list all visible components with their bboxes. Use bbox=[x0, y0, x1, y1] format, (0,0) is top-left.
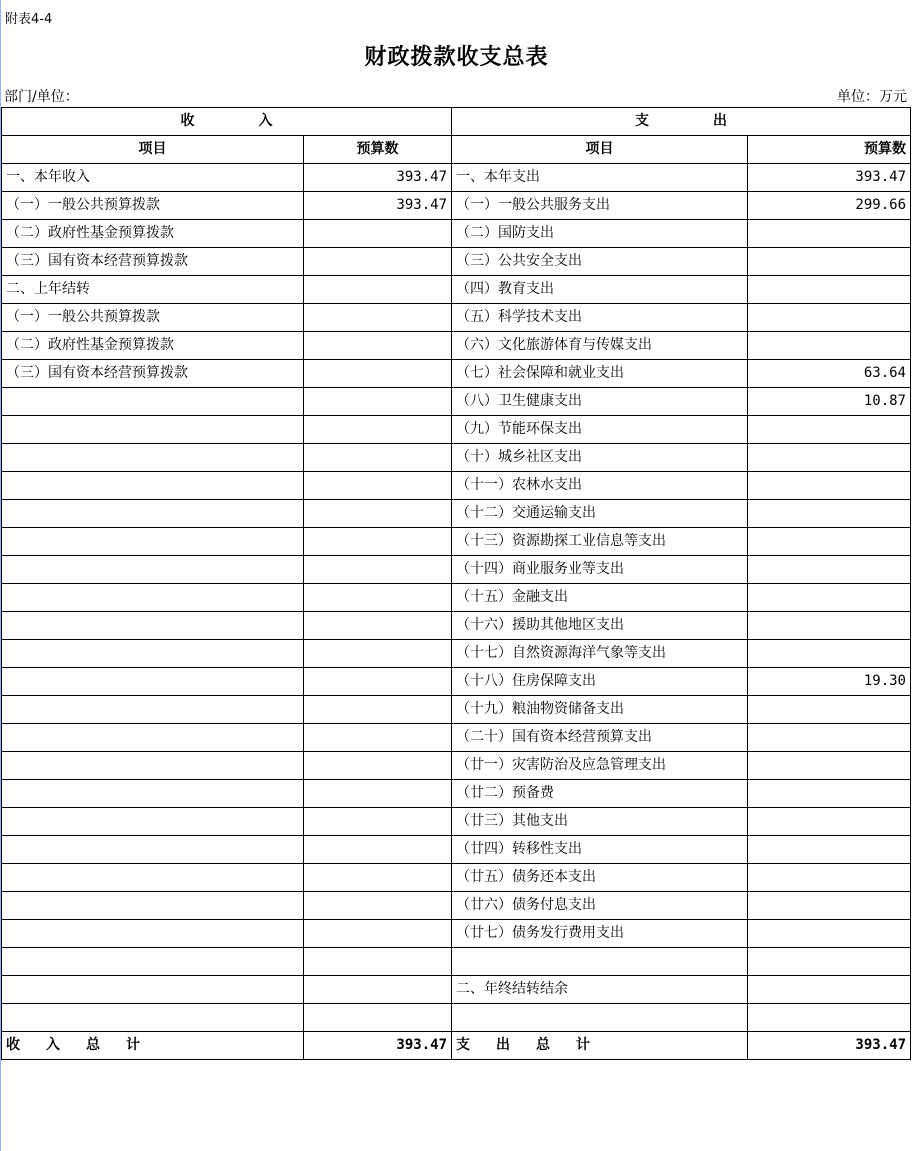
table-row bbox=[2, 976, 911, 1004]
expense-value-cell bbox=[748, 416, 911, 444]
income-value-cell bbox=[304, 808, 452, 836]
expense-value-cell bbox=[748, 948, 911, 976]
table-row bbox=[2, 780, 911, 808]
income-item-cell: （一）一般公共预算拨款 bbox=[2, 304, 304, 332]
table-row bbox=[2, 864, 911, 892]
expense-value-cell bbox=[748, 724, 911, 752]
income-item-cell bbox=[2, 528, 304, 556]
income-item-cell: 一、本年收入 bbox=[2, 164, 304, 192]
table-row bbox=[2, 752, 911, 780]
income-item-cell: 二、上年结转 bbox=[2, 276, 304, 304]
total-char: 支 bbox=[456, 1037, 470, 1053]
income-item-cell: （三）国有资本经营预算拨款 bbox=[2, 248, 304, 276]
income-value-cell bbox=[304, 472, 452, 500]
income-value-cell bbox=[304, 360, 452, 388]
table-row bbox=[2, 444, 911, 472]
expense-item-cell: （十八）住房保障支出 bbox=[452, 668, 748, 696]
income-value-cell bbox=[304, 976, 452, 1004]
page-title: 财政拨款收支总表 bbox=[364, 45, 549, 70]
expense-item-cell: （十四）商业服务业等支出 bbox=[452, 556, 748, 584]
income-value-cell bbox=[304, 444, 452, 472]
income-value-cell bbox=[304, 696, 452, 724]
expense-item-cell: （廿四）转移性支出 bbox=[452, 836, 748, 864]
table-row bbox=[2, 556, 911, 584]
income-item-cell: （二）政府性基金预算拨款 bbox=[2, 220, 304, 248]
table-row bbox=[2, 276, 911, 304]
income-total-value: 393.47 bbox=[304, 1032, 452, 1060]
income-value-cell bbox=[304, 752, 452, 780]
expense-value-cell bbox=[748, 1004, 911, 1032]
income-item-cell bbox=[2, 976, 304, 1004]
income-value-cell: 393.47 bbox=[304, 192, 452, 220]
expense-header-char: 支 bbox=[635, 113, 649, 129]
expense-item-cell: （六）文化旅游体育与传媒支出 bbox=[452, 332, 748, 360]
table-row bbox=[2, 836, 911, 864]
expense-value-cell bbox=[748, 612, 911, 640]
table-row bbox=[2, 360, 911, 388]
unit-label: 单位：万元 bbox=[837, 89, 907, 105]
expense-section-header bbox=[452, 108, 911, 136]
expense-value-cell: 393.47 bbox=[748, 164, 911, 192]
expense-value-cell bbox=[748, 836, 911, 864]
income-value-cell bbox=[304, 892, 452, 920]
expense-value-cell: 10.87 bbox=[748, 388, 911, 416]
income-value-cell bbox=[304, 248, 452, 276]
expense-item-cell: （四）教育支出 bbox=[452, 276, 748, 304]
income-value-cell bbox=[304, 220, 452, 248]
expense-value-cell bbox=[748, 528, 911, 556]
expense-budget-header: 预算数 bbox=[748, 136, 911, 164]
expense-item-header: 项目 bbox=[452, 136, 748, 164]
income-item-cell bbox=[2, 696, 304, 724]
table-row bbox=[2, 584, 911, 612]
income-budget-header: 预算数 bbox=[304, 136, 452, 164]
income-item-cell bbox=[2, 920, 304, 948]
table-row bbox=[2, 388, 911, 416]
income-value-cell bbox=[304, 388, 452, 416]
expense-value-cell bbox=[748, 220, 911, 248]
expense-value-cell bbox=[748, 640, 911, 668]
income-item-cell bbox=[2, 780, 304, 808]
income-item-cell bbox=[2, 864, 304, 892]
income-item-cell bbox=[2, 500, 304, 528]
income-item-cell bbox=[2, 668, 304, 696]
expense-item-cell: （十六）援助其他地区支出 bbox=[452, 612, 748, 640]
column-header-row bbox=[2, 136, 911, 164]
expense-value-cell bbox=[748, 556, 911, 584]
table-row bbox=[2, 192, 911, 220]
income-item-cell bbox=[2, 1004, 304, 1032]
expense-item-cell: （十）城乡社区支出 bbox=[452, 444, 748, 472]
table-row bbox=[2, 220, 911, 248]
expense-value-cell bbox=[748, 892, 911, 920]
expense-value-cell bbox=[748, 808, 911, 836]
income-item-cell: （一）一般公共预算拨款 bbox=[2, 192, 304, 220]
expense-value-cell bbox=[748, 780, 911, 808]
table-row bbox=[2, 724, 911, 752]
expense-value-cell: 19.30 bbox=[748, 668, 911, 696]
income-item-cell bbox=[2, 556, 304, 584]
income-item-header: 项目 bbox=[2, 136, 304, 164]
expense-item-cell: （五）科学技术支出 bbox=[452, 304, 748, 332]
expense-item-cell: （十五）金融支出 bbox=[452, 584, 748, 612]
income-value-cell bbox=[304, 276, 452, 304]
table-row bbox=[2, 892, 911, 920]
income-value-cell bbox=[304, 556, 452, 584]
expense-value-cell bbox=[748, 864, 911, 892]
expense-item-cell: （三）公共安全支出 bbox=[452, 248, 748, 276]
expense-item-cell: （一）一般公共服务支出 bbox=[452, 192, 748, 220]
expense-item-cell: （十二）交通运输支出 bbox=[452, 500, 748, 528]
table-row bbox=[2, 948, 911, 976]
expense-value-cell bbox=[748, 444, 911, 472]
expense-value-cell: 63.64 bbox=[748, 360, 911, 388]
expense-item-cell bbox=[452, 948, 748, 976]
expense-value-cell bbox=[748, 752, 911, 780]
expense-item-cell: （廿七）债务发行费用支出 bbox=[452, 920, 748, 948]
table-row bbox=[2, 248, 911, 276]
department-label: 部门/单位： bbox=[4, 89, 79, 105]
income-value-cell bbox=[304, 416, 452, 444]
table-row bbox=[2, 920, 911, 948]
income-item-cell bbox=[2, 584, 304, 612]
table-row bbox=[2, 500, 911, 528]
income-value-cell bbox=[304, 724, 452, 752]
table-row bbox=[2, 528, 911, 556]
table-row bbox=[2, 640, 911, 668]
income-value-cell bbox=[304, 1004, 452, 1032]
income-value-cell: 393.47 bbox=[304, 164, 452, 192]
income-item-cell bbox=[2, 388, 304, 416]
expense-value-cell: 299.66 bbox=[748, 192, 911, 220]
total-char: 总 bbox=[86, 1037, 100, 1053]
income-item-cell: （二）政府性基金预算拨款 bbox=[2, 332, 304, 360]
income-item-cell bbox=[2, 808, 304, 836]
expense-value-cell bbox=[748, 976, 911, 1004]
expense-total-value: 393.47 bbox=[748, 1032, 911, 1060]
total-char: 出 bbox=[496, 1037, 510, 1053]
section-header-row bbox=[2, 108, 911, 136]
income-item-cell bbox=[2, 948, 304, 976]
income-item-cell bbox=[2, 892, 304, 920]
income-item-cell bbox=[2, 472, 304, 500]
income-value-cell bbox=[304, 948, 452, 976]
income-item-cell bbox=[2, 836, 304, 864]
income-header-char: 收 bbox=[180, 113, 195, 129]
table-row bbox=[2, 696, 911, 724]
expense-value-cell bbox=[748, 248, 911, 276]
income-item-cell bbox=[2, 724, 304, 752]
income-value-cell bbox=[304, 304, 452, 332]
expense-item-cell bbox=[452, 1004, 748, 1032]
expense-item-cell: （廿六）债务付息支出 bbox=[452, 892, 748, 920]
expense-item-cell: （九）节能环保支出 bbox=[452, 416, 748, 444]
income-value-cell bbox=[304, 332, 452, 360]
expense-value-cell bbox=[748, 332, 911, 360]
expense-item-cell: （廿五）债务还本支出 bbox=[452, 864, 748, 892]
expense-item-cell: 一、本年支出 bbox=[452, 164, 748, 192]
expense-item-cell: （二）国防支出 bbox=[452, 220, 748, 248]
income-item-cell bbox=[2, 640, 304, 668]
income-header-char: 入 bbox=[258, 113, 273, 129]
table-row bbox=[2, 668, 911, 696]
expense-item-cell: （廿二）预备费 bbox=[452, 780, 748, 808]
total-char: 入 bbox=[46, 1037, 60, 1053]
income-item-cell bbox=[2, 444, 304, 472]
expense-value-cell bbox=[748, 920, 911, 948]
table-row bbox=[2, 304, 911, 332]
expense-total-label bbox=[452, 1032, 748, 1060]
expense-item-cell: （十七）自然资源海洋气象等支出 bbox=[452, 640, 748, 668]
income-section-header bbox=[2, 108, 452, 136]
table-row bbox=[2, 1004, 911, 1032]
total-char: 总 bbox=[536, 1037, 550, 1053]
expense-item-cell: （二十）国有资本经营预算支出 bbox=[452, 724, 748, 752]
expense-item-cell: 二、年终结转结余 bbox=[452, 976, 748, 1004]
budget-table bbox=[1, 107, 911, 1060]
expense-value-cell bbox=[748, 696, 911, 724]
total-char: 收 bbox=[6, 1037, 20, 1053]
expense-header-char: 出 bbox=[713, 113, 727, 129]
income-value-cell bbox=[304, 500, 452, 528]
table-row bbox=[2, 472, 911, 500]
income-value-cell bbox=[304, 920, 452, 948]
income-value-cell bbox=[304, 584, 452, 612]
expense-item-cell: （八）卫生健康支出 bbox=[452, 388, 748, 416]
expense-item-cell: （十九）粮油物资储备支出 bbox=[452, 696, 748, 724]
table-row bbox=[2, 808, 911, 836]
total-char: 计 bbox=[576, 1037, 590, 1053]
expense-item-cell: （七）社会保障和就业支出 bbox=[452, 360, 748, 388]
income-value-cell bbox=[304, 668, 452, 696]
expense-item-cell: （十一）农林水支出 bbox=[452, 472, 748, 500]
expense-value-cell bbox=[748, 584, 911, 612]
expense-value-cell bbox=[748, 304, 911, 332]
table-row bbox=[2, 416, 911, 444]
income-value-cell bbox=[304, 528, 452, 556]
table-row bbox=[2, 612, 911, 640]
expense-item-cell: （十三）资源勘探工业信息等支出 bbox=[452, 528, 748, 556]
income-item-cell bbox=[2, 612, 304, 640]
income-value-cell bbox=[304, 612, 452, 640]
expense-value-cell bbox=[748, 276, 911, 304]
income-item-cell bbox=[2, 752, 304, 780]
expense-item-cell: （廿一）灾害防治及应急管理支出 bbox=[452, 752, 748, 780]
table-row bbox=[2, 164, 911, 192]
income-value-cell bbox=[304, 780, 452, 808]
expense-item-cell: （廿三）其他支出 bbox=[452, 808, 748, 836]
attachment-number: 附表4-4 bbox=[5, 12, 53, 27]
expense-value-cell bbox=[748, 500, 911, 528]
total-char: 计 bbox=[126, 1037, 140, 1053]
expense-value-cell bbox=[748, 472, 911, 500]
income-item-cell bbox=[2, 416, 304, 444]
income-value-cell bbox=[304, 836, 452, 864]
income-total-label bbox=[2, 1032, 304, 1060]
income-value-cell bbox=[304, 864, 452, 892]
total-row bbox=[2, 1032, 911, 1060]
income-value-cell bbox=[304, 640, 452, 668]
table-row bbox=[2, 332, 911, 360]
income-item-cell: （三）国有资本经营预算拨款 bbox=[2, 360, 304, 388]
